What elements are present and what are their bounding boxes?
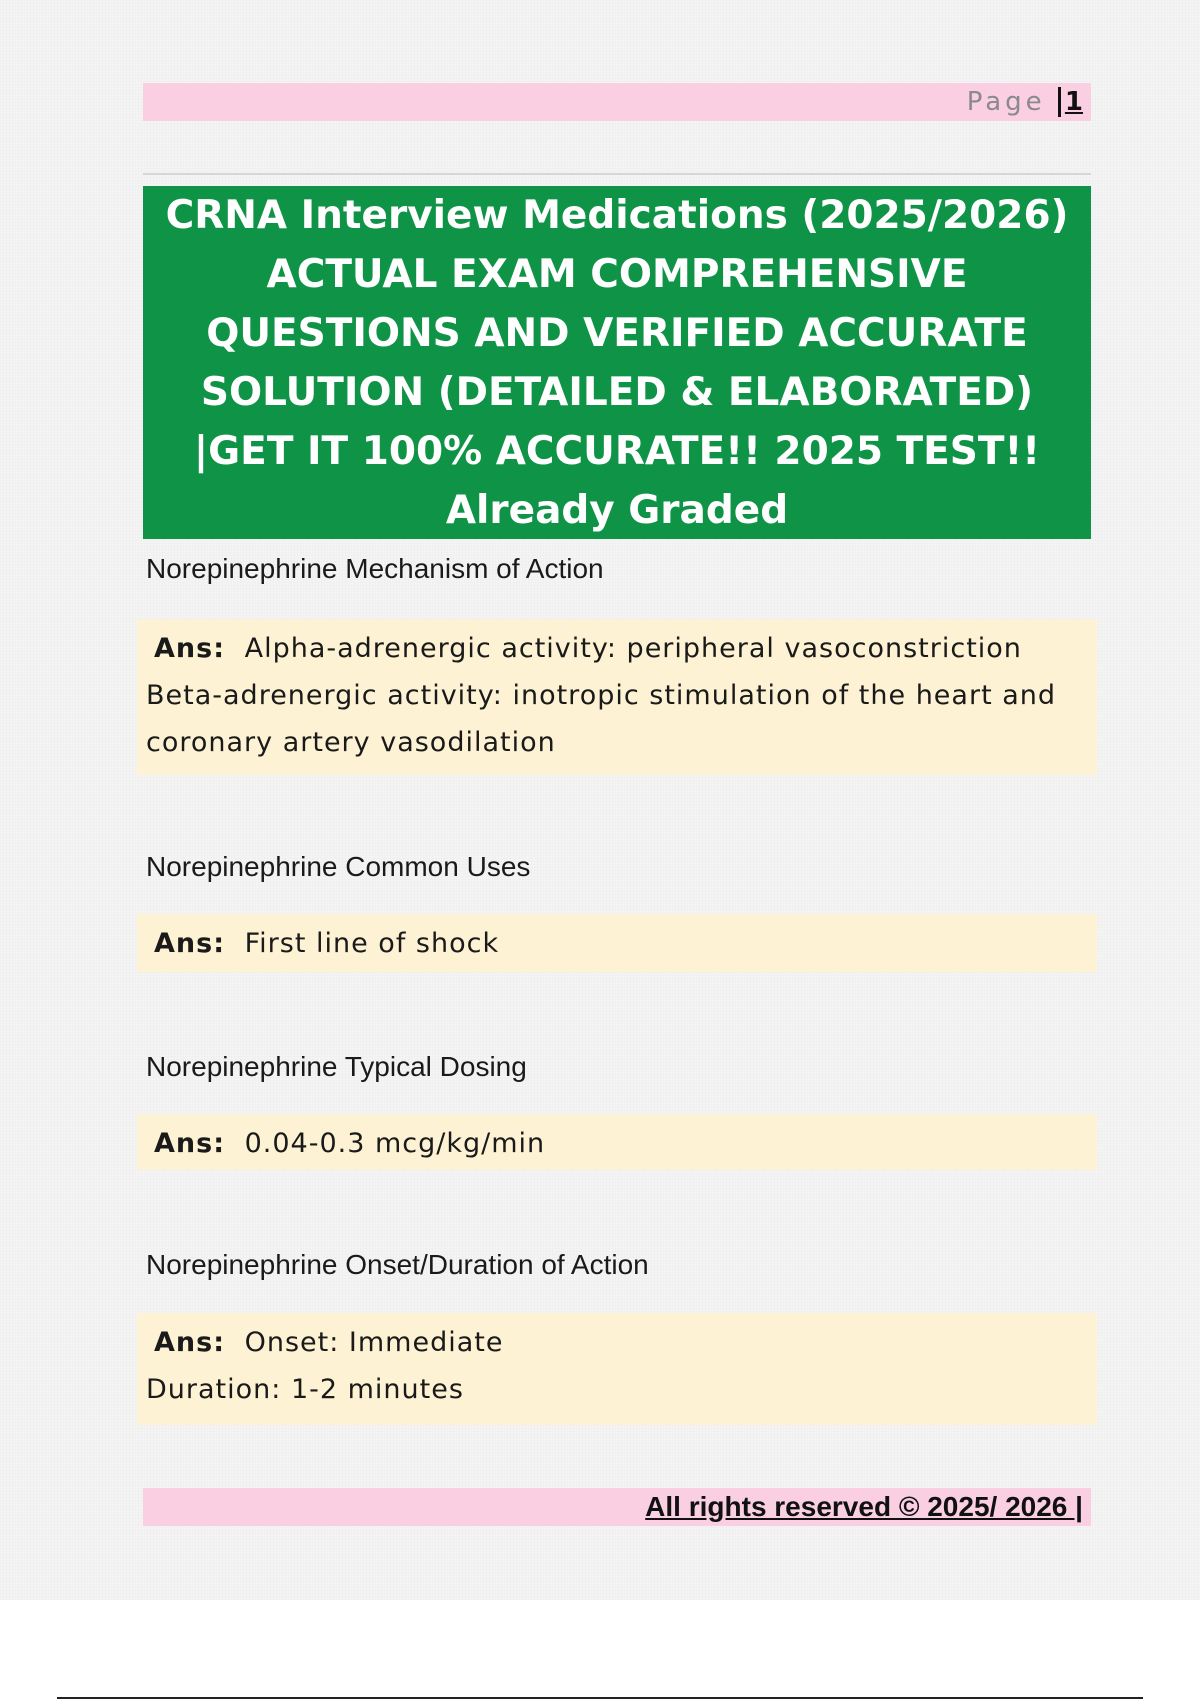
- question-onset-duration: Norepinephrine Onset/Duration of Action: [146, 1249, 649, 1280]
- document-title: [143, 186, 1091, 539]
- title-line: CRNA Interview Medications (2025/2026): [165, 193, 1069, 238]
- bottom-divider: [57, 1697, 1143, 1699]
- answer-text: First line of shock: [244, 928, 500, 959]
- answer-line: [146, 920, 1089, 967]
- question-dosing: Norepinephrine Typical Dosing: [146, 1051, 527, 1082]
- answer-line: Beta-adrenergic activity: inotropic stimulation of the heart and: [146, 680, 1057, 711]
- page-word: Page: [966, 87, 1046, 117]
- header-divider: [143, 173, 1091, 175]
- page-indicator: [967, 87, 1083, 117]
- answer-text: Onset: Immediate: [244, 1327, 504, 1358]
- answer-line: [146, 625, 1089, 672]
- answer-mechanism: [137, 619, 1097, 775]
- copyright-notice: All rights reserved © 2025/ 2026 |: [645, 1491, 1083, 1522]
- title-line: SOLUTION (DETAILED & ELABORATED): [200, 370, 1034, 415]
- answer-text: Alpha-adrenergic activity: peripheral vasoconstriction: [244, 633, 1022, 664]
- answer-dosing: [137, 1114, 1097, 1170]
- answer-label: Ans:: [154, 1128, 225, 1159]
- answer-line: [146, 1120, 1089, 1167]
- answer-uses: [137, 914, 1097, 972]
- title-line: ACTUAL EXAM COMPREHENSIVE: [266, 252, 968, 297]
- answer-line: coronary artery vasodilation: [146, 727, 556, 758]
- question-uses: Norepinephrine Common Uses: [146, 851, 531, 882]
- answer-onset-duration: [137, 1313, 1097, 1425]
- page-number: 1: [1058, 87, 1083, 117]
- answer-line: [146, 1319, 1089, 1366]
- answer-label: Ans:: [154, 928, 225, 959]
- page-header: [143, 83, 1091, 121]
- title-line: Already Graded: [445, 488, 789, 533]
- answer-text: 0.04-0.3 mcg/kg/min: [244, 1128, 546, 1159]
- answer-label: Ans:: [154, 1327, 225, 1358]
- page-footer: [143, 1488, 1091, 1526]
- question-mechanism: Norepinephrine Mechanism of Action: [146, 553, 604, 584]
- answer-label: Ans:: [154, 633, 225, 664]
- title-line: |GET IT 100% ACCURATE!! 2025 TEST!!: [193, 429, 1041, 474]
- answer-line: Duration: 1-2 minutes: [146, 1374, 464, 1405]
- title-line: QUESTIONS AND VERIFIED ACCURATE: [206, 311, 1028, 356]
